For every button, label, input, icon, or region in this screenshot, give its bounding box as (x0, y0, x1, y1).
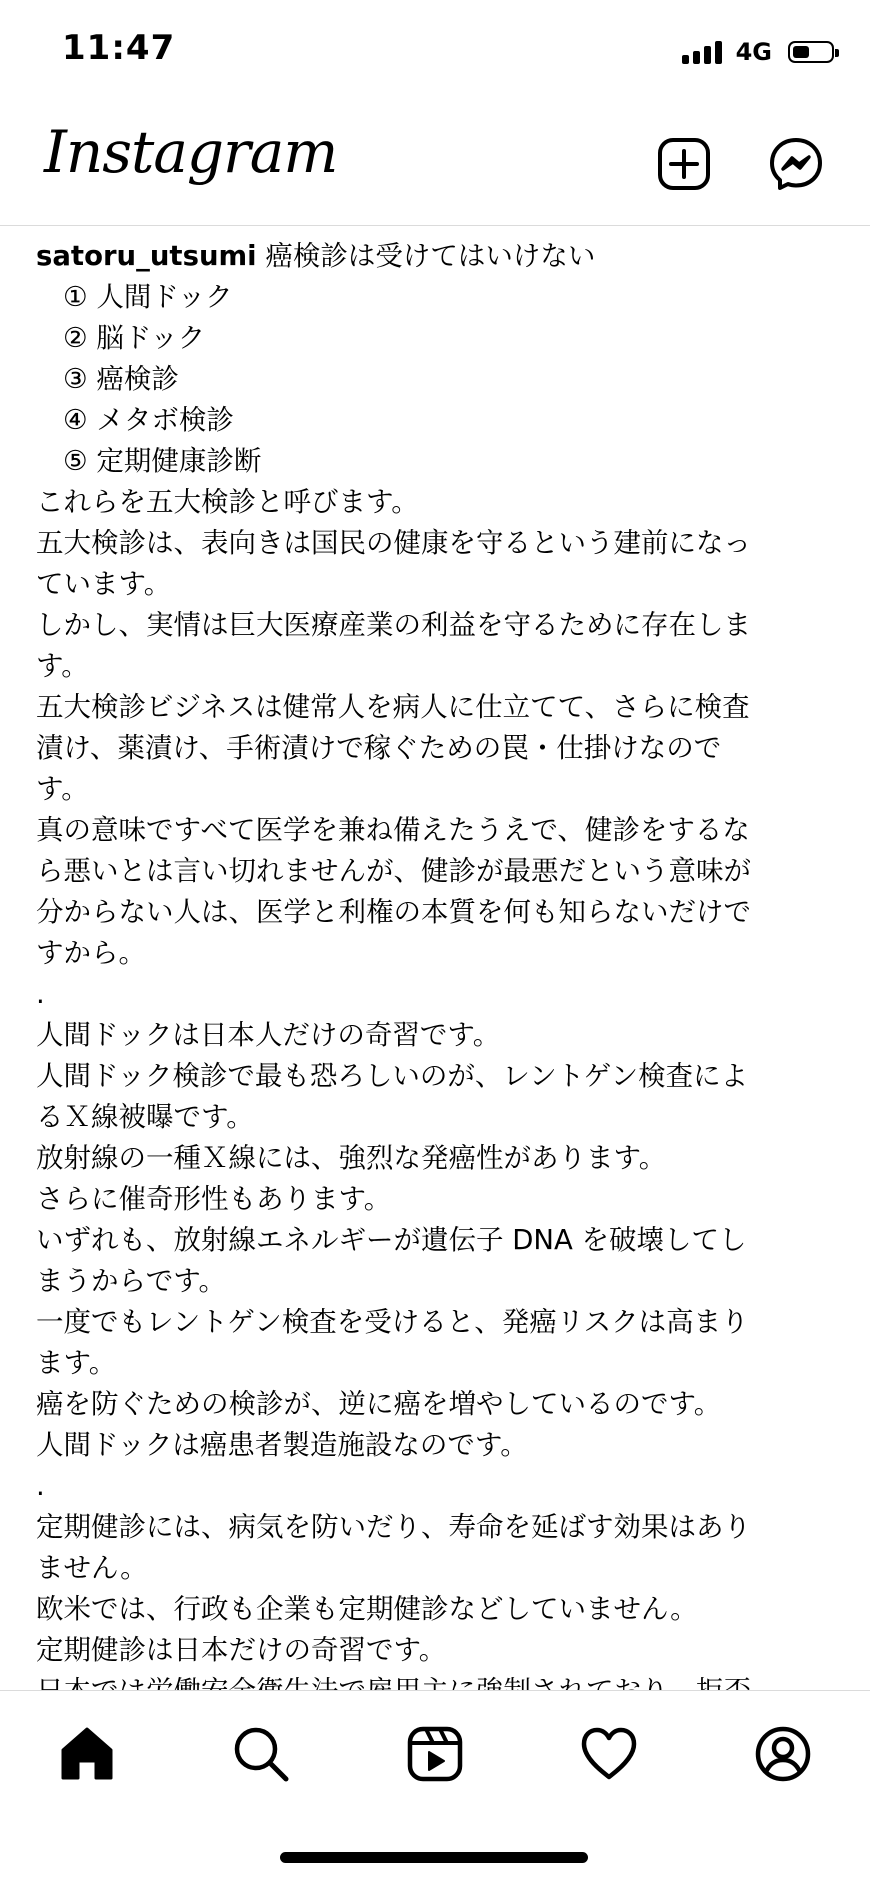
instagram-logo[interactable]: Instagram (44, 118, 338, 186)
caption-line: 真の意味ですべて医学を兼ね備えたうえで、健診をするな (36, 814, 750, 846)
bottom-nav (0, 1690, 870, 1814)
username[interactable]: satoru_utsumi (36, 240, 257, 272)
caption-line: 放射線の一種Ｘ線には、強烈な発癌性があります。 (36, 1142, 667, 1174)
caption-line: す。 (36, 650, 89, 682)
caption-line: 定期健診は日本だけの奇習です。 (36, 1634, 447, 1666)
home-icon[interactable] (58, 1725, 116, 1783)
caption-line: るＸ線被曝です。 (36, 1101, 254, 1133)
profile-icon[interactable] (754, 1725, 812, 1783)
caption-list-item: ⑤ 定期健康診断 (63, 445, 262, 477)
caption-line: 分からない人は、医学と利権の本質を何も知らないだけで (36, 896, 751, 928)
search-icon[interactable] (232, 1725, 290, 1783)
status-bar (0, 0, 870, 100)
caption-line: . (36, 978, 45, 1010)
caption-line: しかし、実情は巨大医療産業の利益を守るために存在しま (36, 609, 751, 641)
caption-line: 人間ドック検診で最も恐ろしいのが、レントゲン検査によ (36, 1060, 749, 1092)
caption-line: す。 (36, 773, 89, 805)
caption-line: 五大検診は、表向きは国民の健康を守るという建前になっ (36, 527, 751, 559)
caption-line: 癌検診は受けてはいけない (265, 240, 596, 272)
caption-list-item: ① 人間ドック (63, 281, 233, 313)
caption-first-line (36, 236, 836, 277)
caption-list-item: ② 脳ドック (63, 322, 206, 354)
app-header (0, 100, 870, 226)
network-type: 4G (735, 38, 772, 66)
post-caption (36, 236, 836, 1684)
caption-line: 人間ドックは日本人だけの奇習です。 (36, 1019, 501, 1051)
caption-line: ません。 (36, 1552, 148, 1584)
caption-line: 漬け、薬漬け、手術漬けで稼ぐための罠・仕掛けなので (36, 732, 722, 764)
caption-line: すから。 (36, 937, 146, 969)
caption-list-item: ④ メタボ検診 (63, 404, 234, 436)
caption-list-item: ③ 癌検診 (63, 363, 179, 395)
new-post-icon[interactable] (656, 136, 712, 192)
status-time: 11:47 (62, 28, 176, 68)
home-indicator[interactable] (280, 1852, 588, 1863)
caption-line: 定期健診には、病気を防いだり、寿命を延ばす効果はあり (36, 1511, 751, 1543)
messenger-icon[interactable] (768, 136, 824, 192)
caption-line: ています。 (36, 568, 172, 600)
caption-line: 癌を防ぐための検診が、逆に癌を増やしているのです。 (36, 1388, 722, 1420)
caption-line: いずれも、放射線エネルギーが遺伝子 DNA を破壊してし (36, 1224, 747, 1256)
heart-icon[interactable] (580, 1725, 638, 1783)
caption-line: . (36, 1470, 45, 1502)
reels-icon[interactable] (406, 1725, 464, 1783)
caption-line: 欧米では、行政も企業も定期健診などしていません。 (36, 1593, 698, 1625)
caption-line: これらを五大検診と呼びます。 (36, 486, 419, 518)
caption-line: ら悪いとは言い切れませんが、健診が最悪だという意味が (36, 855, 751, 887)
caption-line: 人間ドックは癌患者製造施設なのです。 (36, 1429, 528, 1461)
caption-line: さらに催奇形性もあります。 (36, 1183, 392, 1215)
status-indicators (682, 38, 834, 66)
signal-icon (682, 40, 722, 64)
caption-line: 五大検診ビジネスは健常人を病人に仕立てて、さらに検査 (36, 691, 750, 723)
caption-line: ます。 (36, 1347, 117, 1379)
battery-icon (788, 41, 834, 63)
caption-line: まうからです。 (36, 1265, 227, 1297)
caption-line: 一度でもレントゲン検査を受けると、発癌リスクは高まり (36, 1306, 749, 1338)
